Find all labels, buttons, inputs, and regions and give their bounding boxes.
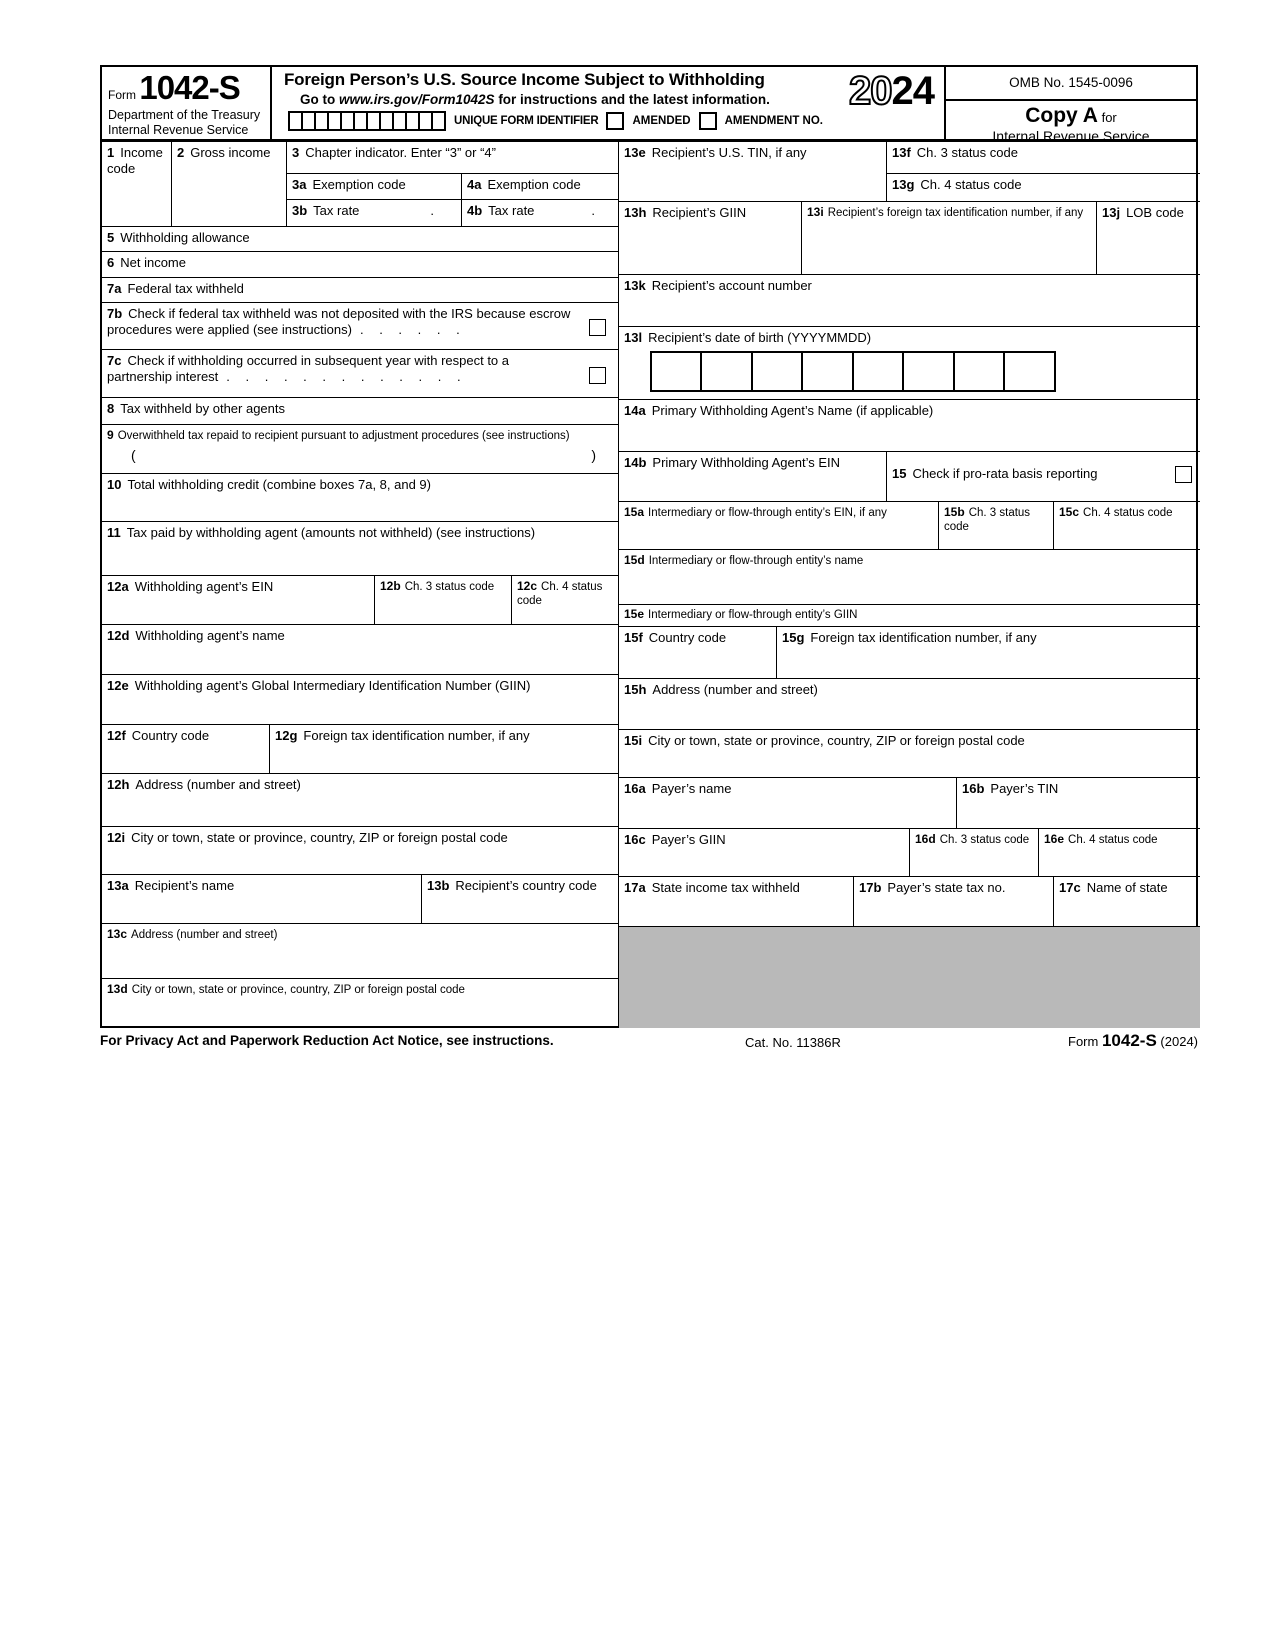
box-15-pro-rata[interactable] [887,452,1200,502]
form-number: 1042-S [139,69,240,106]
box-13k-account-number[interactable] [619,275,1200,327]
box-13g-ch4-status[interactable] [887,174,1200,202]
box-7b-number: 7b [107,306,123,321]
box-3a-number: 3a [292,177,307,192]
box-14b-label: Primary Withholding Agent’s EIN [652,455,841,470]
box-14a-primary-agent-name[interactable] [619,400,1200,452]
box-13c-label: Address (number and street) [131,929,278,941]
box-16d-ch3-status[interactable] [910,829,1039,877]
box-7c-number: 7c [107,353,122,368]
amendment-no-checkbox[interactable] [699,112,717,130]
form-header [102,67,1196,142]
box-13j-label: LOB code [1126,205,1184,220]
box-8-label: Tax withheld by other agents [120,401,286,416]
box-9-paren-close: ) [591,447,596,464]
catalog-number: Cat. No. 11386R [745,1035,841,1050]
identifier-box[interactable] [431,111,446,131]
box-7b-dot-leader: . . . . . . [359,321,460,337]
identifier-row [290,111,944,131]
box-17a-number: 17a [624,880,646,895]
form-number-block [108,69,266,107]
box-13h-number: 13h [624,205,647,220]
box-15-label: Check if pro-rata basis reporting [912,466,1098,481]
box-2-number: 2 [177,145,185,160]
box-13d-number: 13d [107,982,128,996]
box-14b-number: 14b [624,455,647,470]
box-15d-number: 15d [624,553,645,567]
dob-digit-box[interactable] [1003,351,1056,392]
box-1-number: 1 [107,145,115,160]
box-15g-number: 15g [782,630,805,645]
box-2-label: Gross income [190,145,271,160]
box-7b-label: Check if federal tax withheld was not deposited with the IRS because escrow procedures were applied (see instructions) [107,306,571,337]
box-15e-label: Intermediary or flow-through entity’s GIIN [648,609,858,621]
copy-a-label: Copy A [1025,104,1098,127]
copy-recipient: Internal Revenue Service [992,128,1150,144]
box-10-label: Total withholding credit (combine boxes 7a, 8, and 9) [127,477,431,492]
privacy-act-notice: For Privacy Act and Paperwork Reduction Act Notice, see instructions. [100,1033,554,1048]
box-13l-label: Recipient’s date of birth (YYYYMMDD) [648,330,872,345]
box-3b-number: 3b [292,203,308,218]
box-13e-number: 13e [624,145,646,160]
box-9-overwithheld-tax-repaid[interactable] [102,425,619,474]
box-3a-label: Exemption code [312,177,406,192]
box-13a-number: 13a [107,878,129,893]
box-3-number: 3 [292,145,300,160]
box-7a-number: 7a [107,281,122,296]
tax-year [849,69,934,114]
tax-year-century: 20 [849,69,892,113]
box-16a-payer-name[interactable] [619,778,957,829]
shaded-reserved-area [619,927,1200,1028]
dob-digit-box[interactable] [650,351,703,392]
box-13c-number: 13c [107,927,128,941]
box-12i-label: City or town, state or province, country, ZIP or foreign postal code [131,830,508,845]
box-15h-number: 15h [624,682,647,697]
box-12h-number: 12h [107,777,130,792]
box-16c-payer-giin[interactable] [619,829,910,877]
box-11-number: 11 [107,525,121,540]
box-14a-label: Primary Withholding Agent’s Name (if applicable) [651,403,934,418]
box-13f-label: Ch. 3 status code [916,145,1018,160]
form-body [102,142,1196,1028]
dept-line-1: Department of the Treasury [108,108,261,122]
box-15a-number: 15a [624,505,645,519]
box-15i-city[interactable] [619,730,1200,778]
box-6-number: 6 [107,255,115,270]
box-17b-payer-state-tax-no[interactable] [854,877,1054,927]
box-15h-address[interactable] [619,679,1200,730]
box-7b-escrow-check[interactable] [102,303,619,350]
box-12d-number: 12d [107,628,130,643]
box-16e-label: Ch. 4 status code [1068,834,1158,846]
goto-prefix: Go to [300,92,339,107]
box-13l-number: 13l [624,330,643,345]
box-13i-number: 13i [807,205,824,219]
box-15a-intermediary-ein[interactable] [619,502,939,550]
box-15e-number: 15e [624,607,645,621]
box-7c-checkbox[interactable] [589,367,606,384]
box-3-chapter-indicator[interactable] [287,142,619,174]
amended-checkbox[interactable] [606,112,624,130]
box-12f-label: Country code [131,728,210,743]
box-13a-recipient-name[interactable] [102,875,422,924]
box-15e-intermediary-giin[interactable] [619,605,1200,627]
form-word-label: Form [108,88,136,102]
unique-form-identifier-label: UNIQUE FORM IDENTIFIER [454,115,599,127]
box-5-label: Withholding allowance [120,230,250,245]
box-3-label: Chapter indicator. Enter “3” or “4” [305,145,496,160]
box-13i-label: Recipient’s foreign tax identification number, if any [827,207,1084,219]
box-3b-tax-rate[interactable] [287,200,462,227]
box-15-number: 15 [892,466,907,481]
box-13l-date-of-birth[interactable] [619,327,1200,400]
box-15g-foreign-tin[interactable] [777,627,1200,679]
box-3b-label: Tax rate [313,203,360,218]
box-15-checkbox[interactable] [1175,466,1192,483]
footer-form-number [1068,1031,1198,1051]
box-8-number: 8 [107,401,115,416]
tax-year-digits: 24 [891,69,934,113]
box-16c-label: Payer’s GIIN [651,832,726,847]
box-13j-number: 13j [1102,205,1121,220]
box-7c-dot-leader: . . . . . . . . . . . . . [226,368,461,384]
box-16b-number: 16b [962,781,985,796]
box-4b-label: Tax rate [488,203,535,218]
box-12d-label: Withholding agent’s name [135,628,285,643]
amended-label: AMENDED [632,115,691,127]
box-14a-number: 14a [624,403,646,418]
box-11-label: Tax paid by withholding agent (amounts not withheld) (see instructions) [126,525,536,540]
dob-boxes [652,351,1195,392]
box-13j-lob-code[interactable] [1097,202,1200,275]
box-13k-label: Recipient’s account number [651,278,812,293]
dept-line-2: Internal Revenue Service [108,123,249,138]
dob-digit-box[interactable] [801,351,854,392]
box-13a-label: Recipient’s name [134,878,235,893]
box-12a-number: 12a [107,579,129,594]
box-12h-label: Address (number and street) [135,777,301,792]
box-12e-label: Withholding agent’s Global Intermediary Identification Number (GIIN) [134,678,531,693]
box-12e-number: 12e [107,678,129,693]
box-15i-number: 15i [624,733,643,748]
box-13e-recipient-tin[interactable] [619,142,887,202]
box-9-label: Overwithheld tax repaid to recipient pursuant to adjustment procedures (see instructions) [117,430,570,442]
box-4b-decimal-dot: . [591,203,595,218]
box-12a-label: Withholding agent’s EIN [134,579,274,594]
box-12i-city[interactable] [102,827,619,875]
box-9-paren-row [107,443,614,464]
box-5-withholding-allowance[interactable] [102,227,619,252]
box-9-number: 9 [107,428,114,442]
box-3a-exemption-code[interactable] [287,174,462,200]
box-7a-federal-tax-withheld[interactable] [102,278,619,303]
box-12c-number: 12c [517,579,538,593]
box-7c-label: Check if withholding occurred in subsequent year with respect to a partnership interest [107,353,510,384]
box-15b-number: 15b [944,505,965,519]
footer-form-num: 1042-S [1101,1031,1157,1050]
box-4a-number: 4a [467,177,482,192]
box-15i-label: City or town, state or province, country, ZIP or foreign postal code [648,733,1025,748]
box-15g-label: Foreign tax identification number, if any [810,630,1037,645]
box-13b-label: Recipient’s country code [455,878,597,893]
box-12a-agent-ein[interactable] [102,576,375,625]
box-7b-checkbox[interactable] [589,319,606,336]
omb-copy-block [946,67,1196,144]
box-17c-number: 17c [1059,880,1081,895]
box-16a-number: 16a [624,781,646,796]
box-12i-number: 12i [107,830,126,845]
box-14b-primary-agent-ein[interactable] [619,452,887,502]
box-13g-number: 13g [892,177,915,192]
box-13d-recipient-city[interactable] [102,979,619,1028]
box-12c-ch4-status[interactable] [512,576,619,625]
box-12g-label: Foreign tax identification number, if any [303,728,530,743]
footer-form-year: (2024) [1160,1034,1198,1049]
box-16e-number: 16e [1044,832,1065,846]
copy-for-label: for [1101,110,1117,125]
form-id-block [102,67,272,139]
box-13d-label: City or town, state or province, country, ZIP or foreign postal code [131,984,465,996]
box-16e-ch4-status[interactable] [1039,829,1200,877]
box-16d-label: Ch. 3 status code [939,834,1030,846]
amendment-no-label: AMENDMENT NO. [724,115,823,127]
box-6-net-income[interactable] [102,252,619,278]
box-16a-label: Payer’s name [651,781,732,796]
box-15c-number: 15c [1059,505,1080,519]
box-1-income-code[interactable] [102,142,172,227]
box-17b-number: 17b [859,880,882,895]
box-6-label: Net income [120,255,186,270]
box-17b-label: Payer’s state tax no. [887,880,1006,895]
box-16b-label: Payer’s TIN [990,781,1059,796]
box-15c-ch4-status[interactable] [1054,502,1200,550]
box-11-tax-paid-by-agent[interactable] [102,522,619,576]
box-1-label: Income code [107,145,163,176]
box-13h-label: Recipient’s GIIN [652,205,747,220]
form-1042s [100,65,1198,1028]
box-15f-number: 15f [624,630,643,645]
box-13f-number: 13f [892,145,911,160]
box-12e-agent-giin[interactable] [102,675,619,725]
box-13k-number: 13k [624,278,646,293]
box-10-total-withholding-credit[interactable] [102,474,619,522]
box-17c-name-of-state[interactable] [1054,877,1200,927]
box-12d-agent-name[interactable] [102,625,619,675]
box-12f-number: 12f [107,728,126,743]
box-12b-number: 12b [380,579,401,593]
box-7a-label: Federal tax withheld [127,281,244,296]
footer-form-word: Form [1068,1034,1099,1049]
box-13e-label: Recipient’s U.S. TIN, if any [651,145,807,160]
dob-digit-box[interactable] [902,351,955,392]
box-15d-label: Intermediary or flow-through entity’s name [648,555,864,567]
copy-line [946,104,1196,128]
box-13b-number: 13b [427,878,450,893]
box-4a-exemption-code[interactable] [462,174,619,200]
form-title-block [272,67,946,139]
box-12h-address[interactable] [102,774,619,827]
instructions-line [300,92,944,107]
box-13i-recipient-foreign-tin[interactable] [802,202,1097,275]
box-15a-label: Intermediary or flow-through entity’s EIN, if any [648,507,887,519]
box-3b-decimal-dot: . [430,203,434,218]
box-9-paren-open: ( [131,447,136,464]
box-10-number: 10 [107,477,122,492]
box-4a-label: Exemption code [487,177,581,192]
box-17c-label: Name of state [1086,880,1168,895]
box-16b-payer-tin[interactable] [957,778,1200,829]
omb-number: OMB No. 1545-0096 [946,67,1196,101]
box-4b-tax-rate[interactable] [462,200,619,227]
box-17a-label: State income tax withheld [651,880,800,895]
box-15b-ch3-status[interactable] [939,502,1054,550]
form-title: Foreign Person’s U.S. Source Income Subject to Withholding [284,70,765,89]
box-13c-recipient-address[interactable] [102,924,619,979]
goto-suffix: for instructions and the latest information. [494,92,770,107]
box-15d-intermediary-name[interactable] [619,550,1200,605]
dob-digit-box[interactable] [751,351,804,392]
irs-url-link[interactable]: www.irs.gov/Form1042S [339,92,495,107]
box-12g-foreign-tin[interactable] [270,725,619,774]
box-12f-country-code[interactable] [102,725,270,774]
dob-digit-box[interactable] [953,351,1006,392]
box-16d-number: 16d [915,832,936,846]
box-13g-label: Ch. 4 status code [920,177,1022,192]
box-15f-label: Country code [648,630,727,645]
box-7c-subsequent-year-check[interactable] [102,350,619,398]
box-4b-number: 4b [467,203,483,218]
box-15h-label: Address (number and street) [652,682,818,697]
dob-digit-box[interactable] [700,351,753,392]
box-12b-ch3-status[interactable] [375,576,512,625]
box-15f-country-code[interactable] [619,627,777,679]
box-12c-label: Ch. 4 status code [517,581,603,608]
box-17a-state-tax-withheld[interactable] [619,877,854,927]
box-15b-label: Ch. 3 status code [944,507,1031,534]
box-16c-number: 16c [624,832,646,847]
box-12b-label: Ch. 3 status code [404,581,495,593]
box-5-number: 5 [107,230,115,245]
box-13f-ch3-status[interactable] [887,142,1200,174]
dob-digit-box[interactable] [852,351,905,392]
box-12g-number: 12g [275,728,298,743]
box-8-tax-withheld-other-agents[interactable] [102,398,619,425]
box-15c-label: Ch. 4 status code [1083,507,1173,519]
box-13h-recipient-giin[interactable] [619,202,802,275]
box-13b-recipient-country-code[interactable] [422,875,619,924]
box-2-gross-income[interactable] [172,142,287,227]
unique-form-identifier-boxes [290,111,446,131]
